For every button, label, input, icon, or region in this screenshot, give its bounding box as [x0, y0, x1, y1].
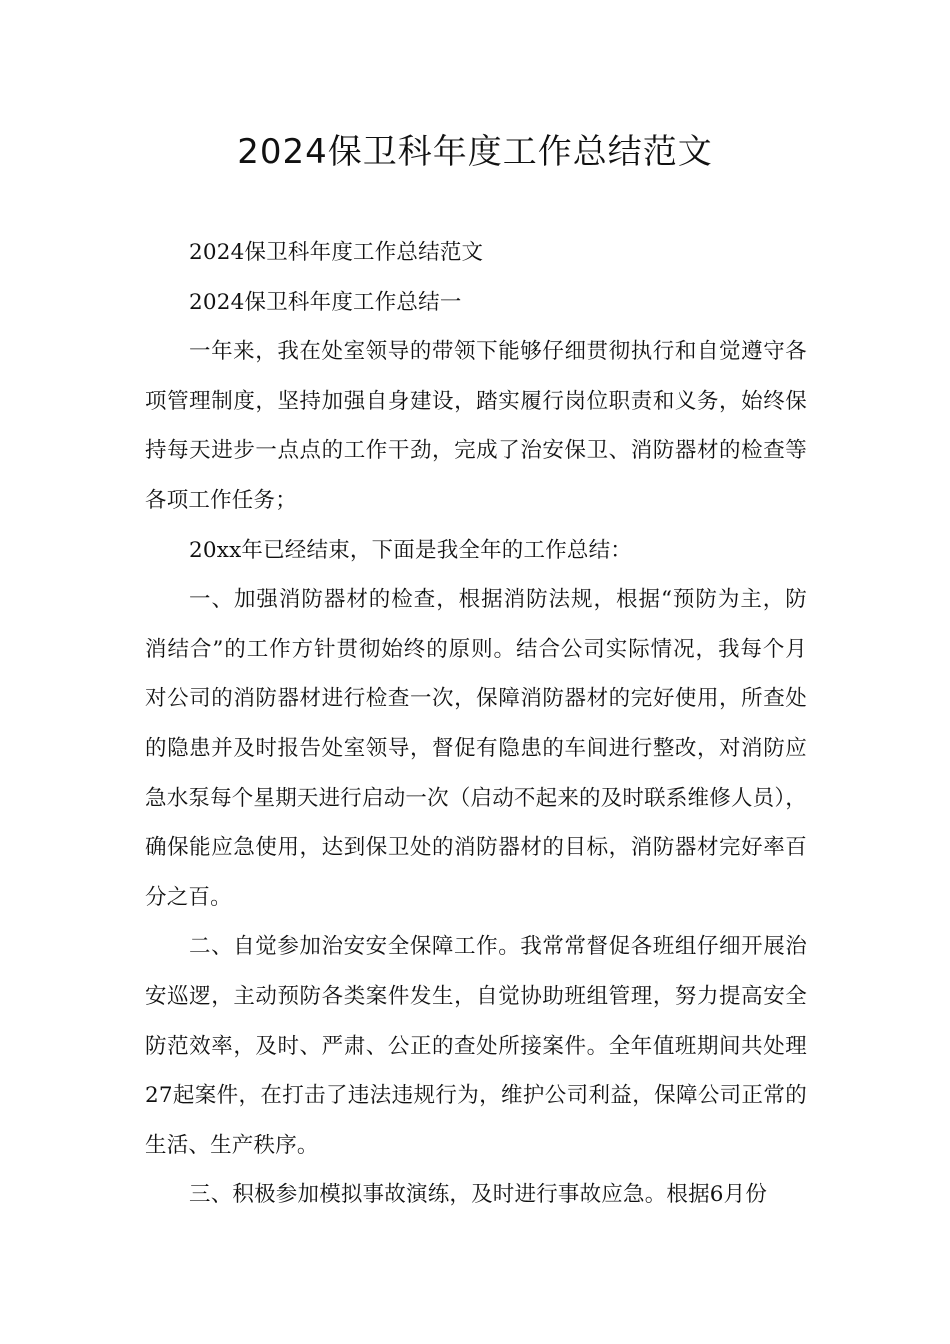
paragraph-section-3: 三、积极参加模拟事故演练，及时进行事故应急。根据6月份 — [189, 1182, 768, 1208]
paragraph-section-2: 二、自觉参加治安安全保障工作。我常常督促各班组仔细开展治安巡逻，主动预防各类案件发生，自觉协助班组管理，努力提高安全防范效率，及时、严肃、公正的查处所接案件。全年值班期间共处理27起案件，在打击了违法违规行为，维护公司利益，保障公司正常的生活、生产秩序。 — [145, 934, 807, 1158]
paragraph-intro: 一年来，我在处室领导的带领下能够仔细贯彻执行和自觉遵守各项管理制度，坚持加强自身建设，踏实履行岗位职责和义务，始终保持每天进步一点点的工作干劲，完成了治安保卫、消防器材的检查等各项工作任务； — [145, 339, 807, 513]
paragraph-summary-lead: 20xx年已经结束，下面是我全年的工作总结： — [189, 537, 633, 563]
paragraph-section-1: 一、加强消防器材的检查，根据消防法规，根据“预防为主，防消结合”的工作方针贯彻始终的原则。结合公司实际情况，我每个月对公司的消防器材进行检查一次，保障消防器材的完好使用，所查处的隐患并及时报告处室领导，督促有隐患的车间进行整改，对消防应急水泵每个星期天进行启动一次（启动不起来的及时联系维修人员），确保能应急使用，达到保卫处的消防器材的目标，消防器材完好率百分之百。 — [145, 587, 807, 910]
paragraph-heading: 2024保卫科年度工作总结范文 — [189, 240, 484, 265]
paragraph-subheading: 2024保卫科年度工作总结一 — [189, 289, 462, 315]
document-body — [145, 228, 807, 1220]
document-title: 2024保卫科年度工作总结范文 — [237, 132, 713, 172]
